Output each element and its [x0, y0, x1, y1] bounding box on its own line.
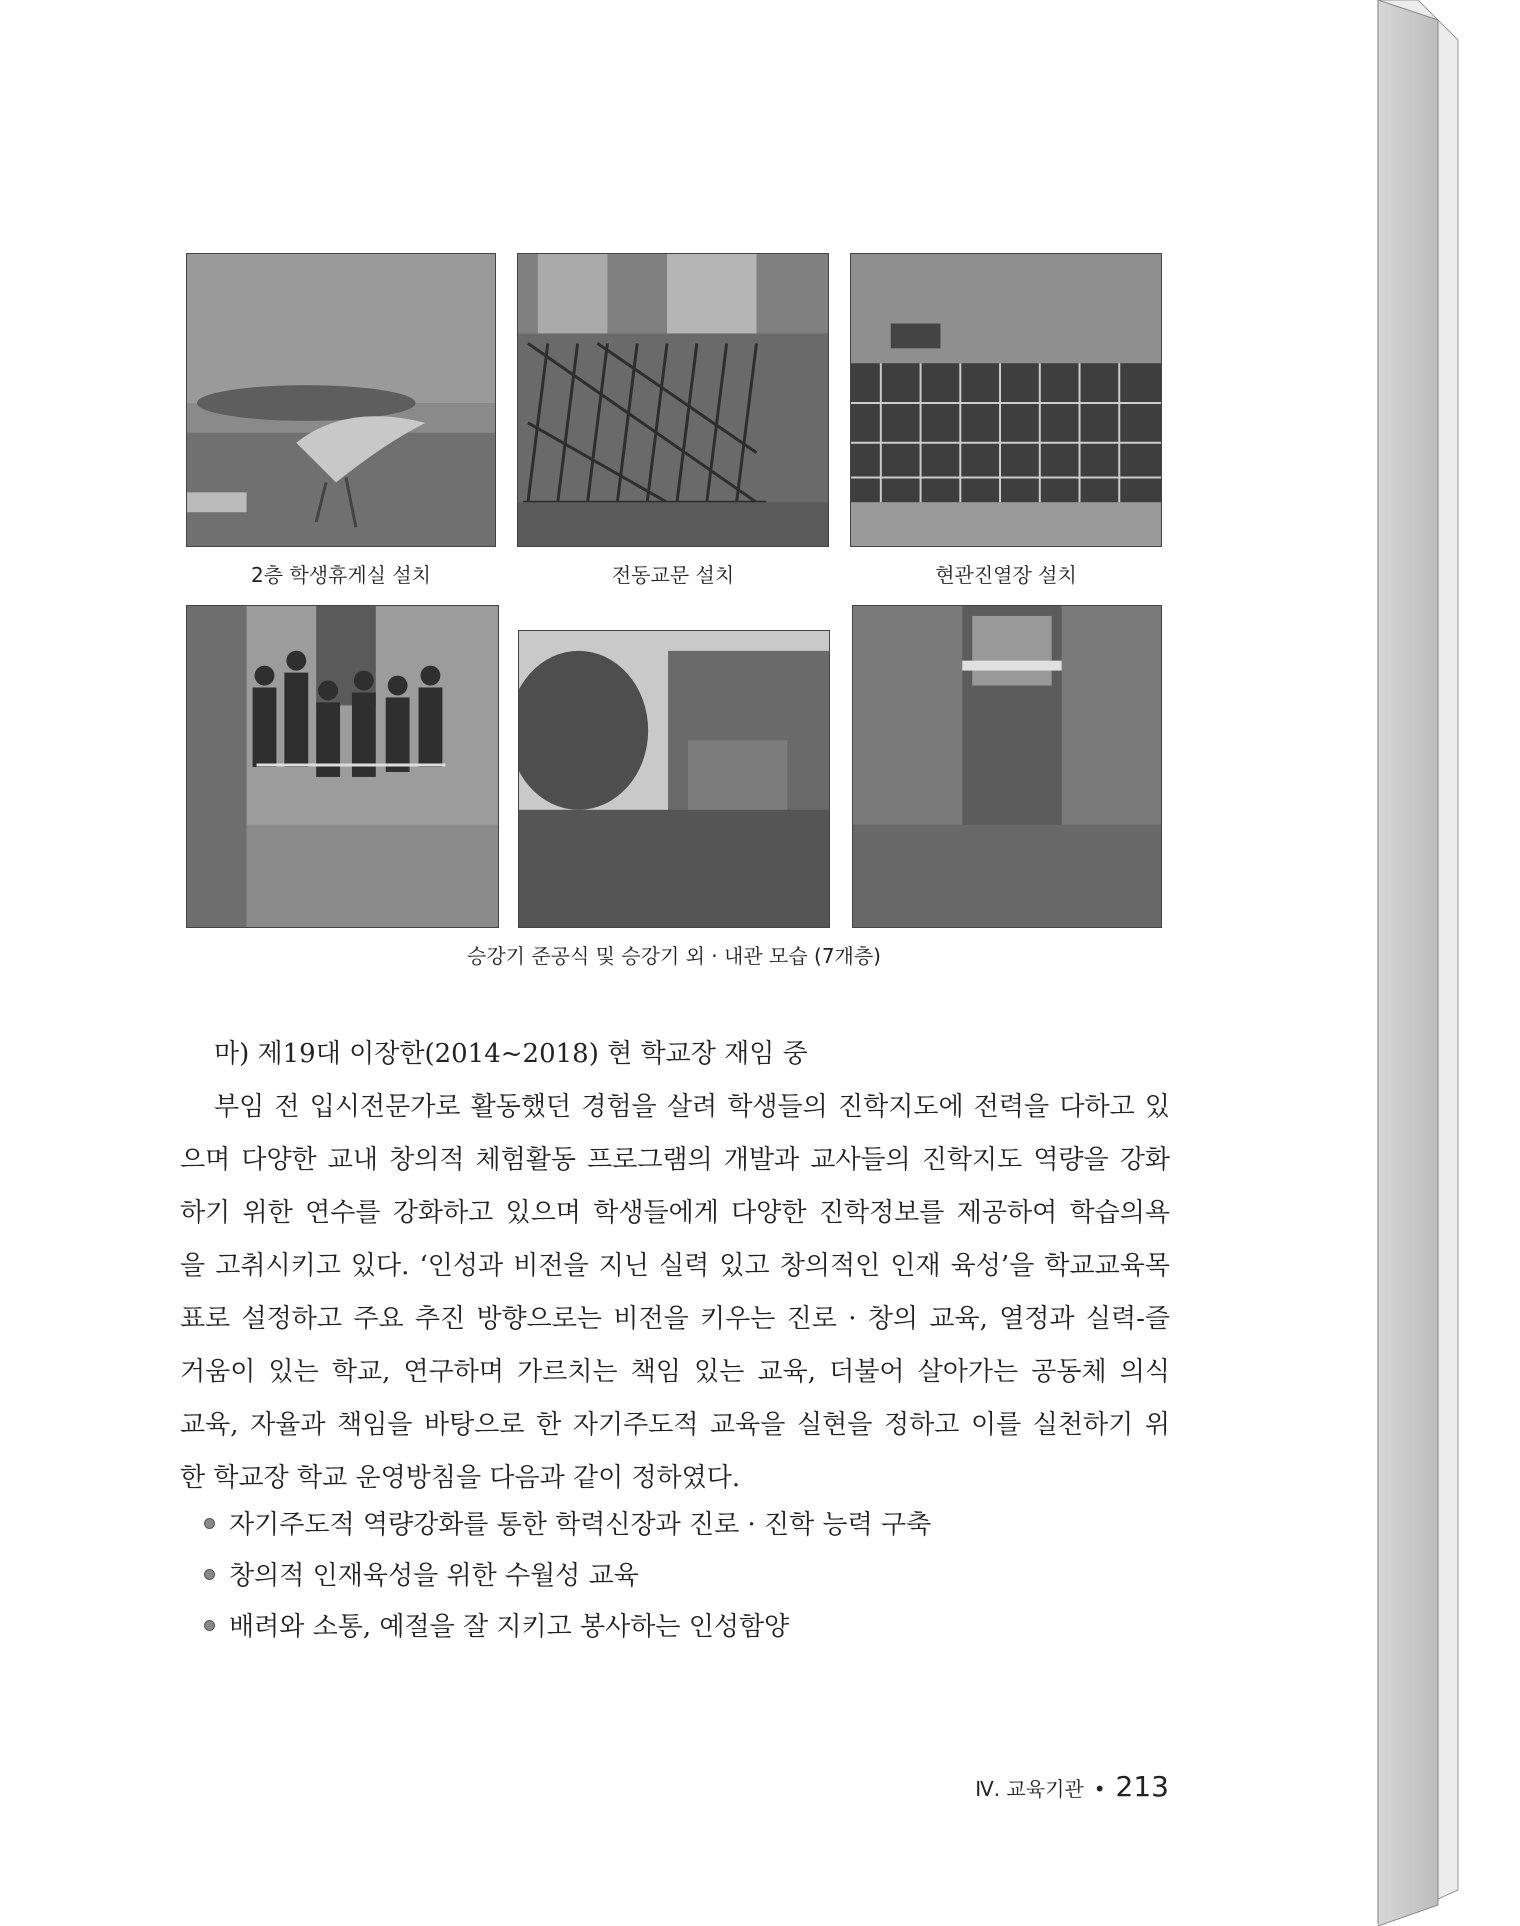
bullet-item — [204, 1504, 931, 1541]
footer-chapter: Ⅳ. 교육기관 — [975, 1777, 1084, 1801]
bullet-text: 배려와 소통, 예절을 잘 지키고 봉사하는 인성함양 — [229, 1612, 790, 1642]
section-heading: 마) 제19대 이장한(2014~2018) 현 학교장 재임 중 — [214, 1039, 808, 1069]
paragraph-line: 하기 위한 연수를 강화하고 있으며 학생들에게 다양한 진학정보를 제공하여 학습의욕 — [180, 1198, 1170, 1228]
caption-elevator: 승강기 준공식 및 승강기 외 · 내관 모습 (7개층) — [467, 944, 881, 968]
book-side-edge — [1378, 0, 1518, 1926]
caption-lobby-display-case: 현관진열장 설치 — [935, 563, 1077, 587]
paragraph-line: 을 고취시키고 있다. ‘인성과 비전을 지닌 실력 있고 창의적인 인재 육성’을 학교교육목 — [180, 1251, 1170, 1281]
footer-separator: • — [1093, 1777, 1106, 1801]
paragraph-line: 교육, 자율과 책임을 바탕으로 한 자기주도적 교육을 실현을 정하고 이를 실천하기 위 — [180, 1410, 1170, 1440]
paragraph-line: 거움이 있는 학교, 연구하며 가르치는 책임 있는 교육, 더불어 살아가는 공동체 의식 — [180, 1357, 1170, 1387]
bullet-text: 창의적 인재육성을 위한 수월성 교육 — [229, 1561, 639, 1591]
page-footer — [975, 1770, 1169, 1803]
photo-student-lounge — [186, 253, 496, 547]
paragraph-line: 으며 다양한 교내 창의적 체험활동 프로그램의 개발과 교사들의 진학지도 역량을 강화 — [180, 1145, 1170, 1175]
photo-elevator-exterior — [518, 630, 830, 928]
caption-student-lounge: 2층 학생휴게실 설치 — [251, 563, 431, 587]
bullet-icon — [204, 1569, 215, 1580]
photo-elevator-interior — [852, 605, 1162, 928]
paragraph-line: 부임 전 입시전문가로 활동했던 경험을 살려 학생들의 진학지도에 전력을 다하고 있 — [214, 1092, 1170, 1122]
page-number: 213 — [1115, 1770, 1169, 1803]
caption-electric-gate: 전동교문 설치 — [611, 563, 735, 587]
bullet-text: 자기주도적 역량강화를 통한 학력신장과 진로 · 진학 능력 구축 — [229, 1510, 932, 1540]
photo-electric-gate — [517, 253, 829, 547]
photo-elevator-ceremony — [186, 605, 499, 928]
bullet-item — [204, 1606, 789, 1643]
bullet-icon — [204, 1620, 215, 1631]
paragraph-line: 표로 설정하고 주요 추진 방향으로는 비전을 키우는 진로 · 창의 교육, 열정과 실력-즐 — [180, 1304, 1170, 1334]
bullet-item — [204, 1555, 639, 1592]
paragraph-line: 한 학교장 학교 운영방침을 다음과 같이 정하였다. — [180, 1463, 741, 1493]
bullet-icon — [204, 1518, 215, 1529]
photo-lobby-display-case — [850, 253, 1162, 547]
